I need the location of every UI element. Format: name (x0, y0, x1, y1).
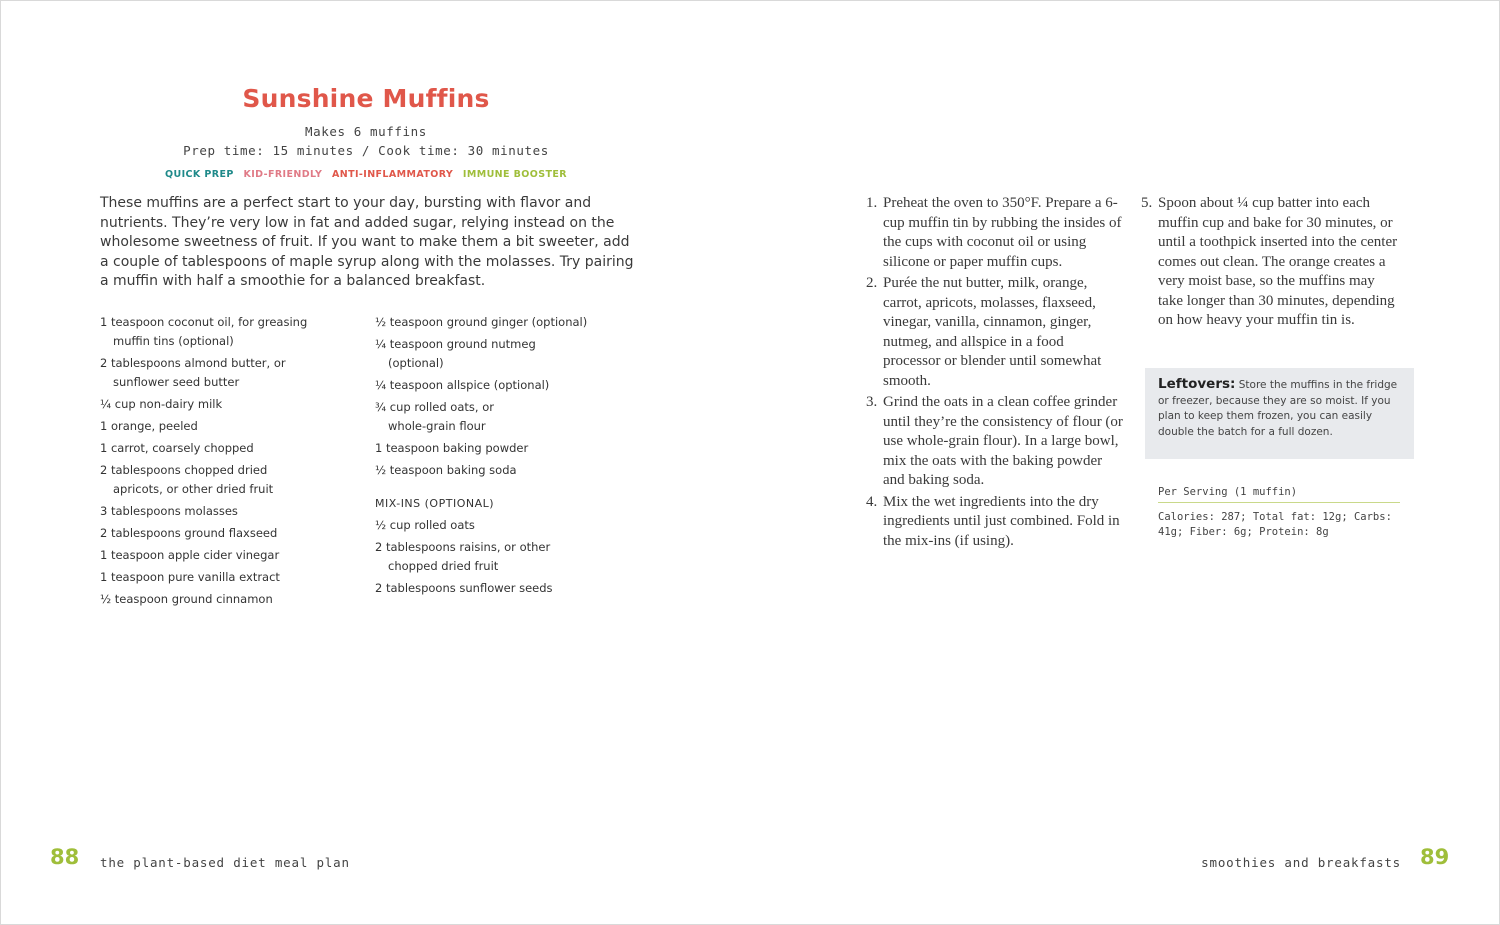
ingredient-item-line: ½ teaspoon baking soda (375, 463, 517, 477)
recipe-intro: These muffins are a perfect start to your day, bursting with flavor and nutrients. They’re very low in fat and added sugar, relying instead on the wholesome sweetness of fruit. If you want to make them a bit sweeter, add a couple of tablespoons of maple syrup along with the molasses. Try pairing a muffin with half a smoothie for a balanced breakfast. (100, 195, 634, 290)
ingredient-item (375, 335, 635, 373)
recipe-title: Sunshine Muffins (242, 84, 490, 113)
ingredient-item-line: ¼ teaspoon allspice (optional) (375, 378, 550, 392)
ingredient-item-line: 2 tablespoons chopped dried (100, 463, 268, 477)
ingredient-item (100, 524, 360, 543)
ingredient-item-line: ½ teaspoon ground ginger (optional) (375, 315, 588, 329)
instruction-step (1141, 194, 1399, 331)
tag-immune-booster: IMMUNE BOOSTER (462, 169, 567, 180)
ingredient-item-line: 1 orange, peeled (100, 419, 198, 433)
ingredient-item (100, 439, 360, 458)
ingredient-item (100, 502, 360, 521)
ingredient-item-line: apricots, or other dried fruit (113, 482, 274, 496)
mixin-item (375, 516, 635, 535)
ingredient-item (375, 398, 635, 436)
steps-column-2 (1141, 194, 1399, 333)
mixin-item (375, 579, 635, 598)
ingredient-item-line: 1 teaspoon apple cider vinegar (100, 548, 280, 562)
ingredient-item-line: (optional) (388, 356, 444, 370)
leftovers-box (1145, 368, 1414, 459)
right-page-number: 89 (1420, 845, 1450, 869)
ingredient-item (100, 590, 360, 609)
ingredient-item-line: 2 tablespoons ground flaxseed (100, 526, 278, 540)
left-running-footer: the plant-based diet meal plan (100, 855, 350, 870)
ingredient-item-line: 1 teaspoon baking powder (375, 441, 529, 455)
ingredient-item (100, 395, 360, 414)
ingredient-item (100, 313, 360, 351)
ingredient-item-line: ¼ teaspoon ground nutmeg (375, 337, 536, 351)
step-text: Purée the nut butter, milk, orange, carrot, apricots, molasses, flaxseed, vinegar, vanilla, cinnamon, ginger, nutmeg, and allspice in a food processor or blender until somewhat smooth. (883, 275, 1102, 389)
ingredient-item (375, 461, 635, 480)
ingredient-item-line: 2 tablespoons almond butter, or (100, 356, 286, 370)
instruction-step (866, 194, 1124, 272)
nutrition-info: Calories: 287; Total fat: 12g; Carbs: 41g; Fiber: 6g; Protein: 8g (1158, 511, 1392, 538)
step-number: 2. (866, 275, 878, 291)
step-number: 4. (866, 493, 878, 510)
instruction-step (866, 393, 1124, 491)
step-number: 3. (866, 394, 878, 410)
ingredient-item (100, 417, 360, 436)
step-text: Mix the wet ingredients into the dry ingredients until just combined. Fold in the mix-ins (if using). (883, 493, 1120, 549)
ingredient-item-line: ¾ cup rolled oats, or (375, 400, 494, 414)
step-text: Spoon about ¼ cup batter into each muffin cup and bake for 30 minutes, or until a toothpick inserted into the center comes out clean. The orange creates a very moist base, so the muffins may take longer than 30 minutes, depending on how heavy your muffin tin is. (1158, 195, 1398, 328)
leftovers-text: Store the muffins in the fridge or freezer, because they are so moist. If you plan to keep them frozen, you can easily double the batch for a full dozen. (1158, 379, 1398, 438)
step-number: 5. (1141, 195, 1153, 211)
ingredients-right-column (375, 313, 635, 601)
ingredient-item (100, 354, 360, 392)
mixin-item-line: chopped dried fruit (388, 559, 499, 573)
mixin-item-line: ½ cup rolled oats (375, 518, 475, 532)
recipe-times: Prep time: 15 minutes / Cook time: 30 minutes (183, 143, 549, 158)
ingredient-item-line: 1 carrot, coarsely chopped (100, 441, 254, 455)
mixins-heading: MIX-INS (OPTIONAL) (375, 497, 495, 510)
instruction-step (866, 274, 1124, 391)
ingredient-item-line: ¼ cup non-dairy milk (100, 397, 223, 411)
ingredient-item (100, 461, 360, 499)
ingredient-item-line: muffin tins (optional) (113, 334, 234, 348)
recipe-yield: Makes 6 muffins (305, 124, 427, 139)
tag-quick-prep: QUICK PREP (165, 169, 234, 180)
ingredient-item (100, 568, 360, 587)
ingredient-item-line: whole-grain flour (388, 419, 486, 433)
ingredient-item-line: 1 teaspoon pure vanilla extract (100, 570, 280, 584)
ingredient-item (375, 313, 635, 332)
ingredient-item-line: 3 tablespoons molasses (100, 504, 238, 518)
tag-kid-friendly: KID-FRIENDLY (243, 169, 323, 180)
ingredients-left-column (100, 313, 360, 612)
ingredient-item (375, 376, 635, 395)
ingredient-item-line: ½ teaspoon ground cinnamon (100, 592, 273, 606)
left-page-number: 88 (50, 845, 80, 869)
ingredient-item-line: sunflower seed butter (113, 375, 240, 389)
step-number: 1. (866, 195, 878, 211)
mixin-item (375, 538, 635, 576)
ingredient-item (375, 439, 635, 458)
ingredient-item-line: 1 teaspoon coconut oil, for greasing (100, 315, 308, 329)
step-text: Preheat the oven to 350°F. Prepare a 6-cup muffin tin by rubbing the insides of the cups with coconut oil or using silicone or paper muffin cups. (883, 195, 1122, 270)
tag-anti-inflammatory: ANTI-INFLAMMATORY (332, 169, 454, 180)
leftovers-label: Leftovers: (1158, 376, 1236, 392)
nutrition-heading: Per Serving (1 muffin) (1158, 486, 1400, 503)
mixin-item-line: 2 tablespoons sunflower seeds (375, 581, 553, 595)
right-running-footer: smoothies and breakfasts (1201, 855, 1401, 870)
step-text: Grind the oats in a clean coffee grinder until they’re the consistency of flour (or use whole-grain flour). In a large bowl, mix the oats with the baking powder and baking soda. (883, 394, 1123, 488)
ingredient-item (100, 546, 360, 565)
mixin-item-line: 2 tablespoons raisins, or other (375, 540, 551, 554)
steps-column-1 (866, 194, 1124, 553)
instruction-step (866, 493, 1124, 552)
recipe-tags (0, 169, 732, 180)
